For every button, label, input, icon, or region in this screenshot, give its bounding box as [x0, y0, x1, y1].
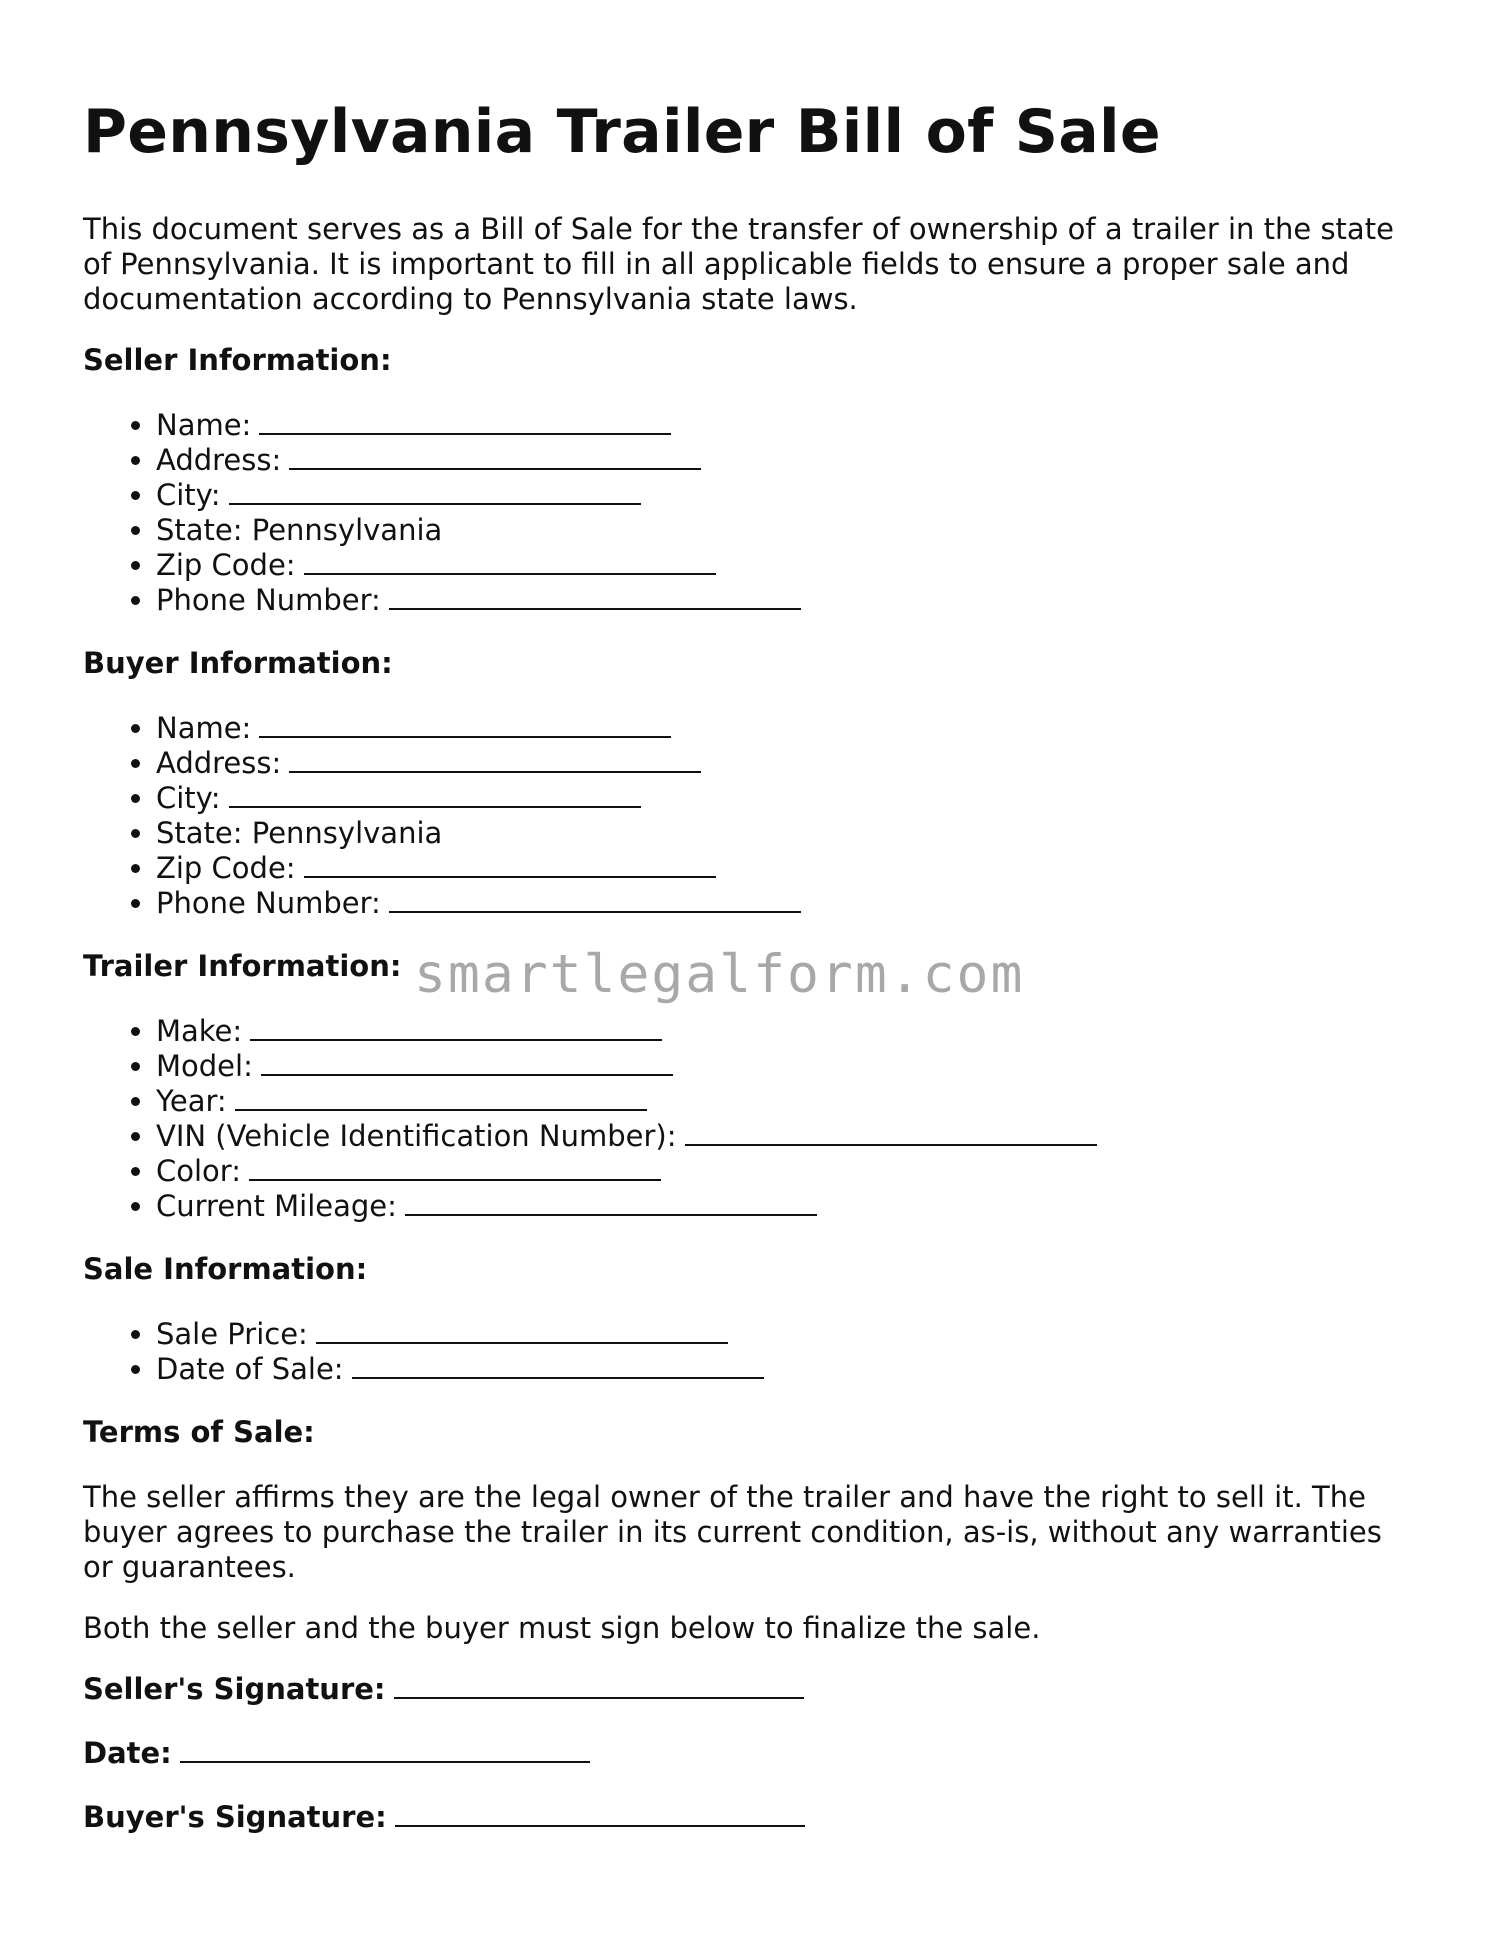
buyer-phone-field[interactable]	[389, 886, 801, 913]
buyer-address-field[interactable]	[289, 746, 701, 773]
trailer-mileage-field[interactable]	[405, 1189, 817, 1216]
seller-signature-label: Seller's Signature:	[83, 1672, 386, 1706]
seller-zip-label: Zip Code:	[156, 548, 296, 582]
buyer-city-field[interactable]	[229, 781, 641, 808]
buyer-state-label: State: Pennsylvania	[156, 816, 443, 850]
buyer-section-heading: Buyer Information:	[83, 646, 393, 680]
buyer-zip-field[interactable]	[304, 851, 716, 878]
buyer-signature-label: Buyer's Signature:	[83, 1800, 387, 1834]
trailer-mileage-item	[156, 1189, 1413, 1224]
trailer-year-label: Year:	[156, 1084, 227, 1118]
seller-phone-item	[156, 583, 1413, 618]
seller-name-label: Name:	[156, 408, 252, 442]
buyer-name-item	[156, 711, 1413, 746]
seller-state-label: State: Pennsylvania	[156, 513, 443, 547]
seller-name-item	[156, 408, 1413, 443]
sale-fields-list	[83, 1317, 1413, 1387]
sale-date-field[interactable]	[352, 1352, 764, 1379]
buyer-signature-line	[83, 1800, 1413, 1835]
trailer-year-item	[156, 1084, 1413, 1119]
seller-address-label: Address:	[156, 443, 282, 477]
buyer-signature-field[interactable]	[395, 1800, 805, 1827]
seller-state-item	[156, 513, 1413, 548]
intro-paragraph: This document serves as a Bill of Sale for the transfer of ownership of a trailer in the state of Pennsylvania. It is important to fill in all applicable fields to ensure a proper sale and documentation according to Pennsylvania state laws.	[83, 212, 1394, 316]
trailer-color-item	[156, 1154, 1413, 1189]
seller-zip-field[interactable]	[304, 548, 716, 575]
seller-fields-list	[83, 408, 1413, 618]
date-line	[83, 1736, 1413, 1771]
trailer-model-label: Model:	[156, 1049, 253, 1083]
trailer-make-item	[156, 1014, 1413, 1049]
seller-address-item	[156, 443, 1413, 478]
buyer-city-label: City:	[156, 781, 221, 815]
buyer-state-item	[156, 816, 1413, 851]
sale-price-item	[156, 1317, 1413, 1352]
sale-date-item	[156, 1352, 1413, 1387]
date-label: Date:	[83, 1736, 172, 1770]
trailer-vin-item	[156, 1119, 1413, 1154]
buyer-fields-list	[83, 711, 1413, 921]
seller-signature-field[interactable]	[394, 1672, 804, 1699]
seller-phone-field[interactable]	[389, 583, 801, 610]
trailer-fields-list	[83, 1014, 1413, 1224]
buyer-city-item	[156, 781, 1413, 816]
buyer-phone-label: Phone Number:	[156, 886, 381, 920]
seller-signature-line	[83, 1672, 1413, 1707]
trailer-vin-label: VIN (Vehicle Identification Number):	[156, 1119, 677, 1153]
seller-name-field[interactable]	[259, 408, 671, 435]
trailer-color-label: Color:	[156, 1154, 241, 1188]
trailer-vin-field[interactable]	[685, 1119, 1097, 1146]
sale-price-label: Sale Price:	[156, 1317, 308, 1351]
trailer-mileage-label: Current Mileage:	[156, 1189, 397, 1223]
watermark-text: smartlegalform.com	[414, 944, 1025, 1005]
seller-city-label: City:	[156, 478, 221, 512]
seller-phone-label: Phone Number:	[156, 583, 381, 617]
terms-paragraph: The seller affirms they are the legal owner of the trailer and have the right to sell it. The buyer agrees to purchase the trailer in its current condition, as-is, without any warranties or guarantees.	[83, 1480, 1382, 1584]
buyer-address-item	[156, 746, 1413, 781]
document-title: Pennsylvania Trailer Bill of Sale	[83, 97, 1161, 167]
signing-instruction: Both the seller and the buyer must sign below to finalize the sale.	[83, 1611, 1041, 1645]
sale-date-label: Date of Sale:	[156, 1352, 344, 1386]
date-field[interactable]	[180, 1736, 590, 1763]
seller-zip-item	[156, 548, 1413, 583]
buyer-phone-item	[156, 886, 1413, 921]
seller-section-heading: Seller Information:	[83, 343, 392, 377]
trailer-make-label: Make:	[156, 1014, 243, 1048]
sale-price-field[interactable]	[316, 1317, 728, 1344]
trailer-make-field[interactable]	[250, 1014, 662, 1041]
buyer-zip-item	[156, 851, 1413, 886]
trailer-color-field[interactable]	[249, 1154, 661, 1181]
buyer-zip-label: Zip Code:	[156, 851, 296, 885]
buyer-name-label: Name:	[156, 711, 252, 745]
seller-address-field[interactable]	[289, 443, 701, 470]
buyer-name-field[interactable]	[259, 711, 671, 738]
buyer-address-label: Address:	[156, 746, 282, 780]
terms-section-heading: Terms of Sale:	[83, 1415, 315, 1449]
trailer-year-field[interactable]	[235, 1084, 647, 1111]
trailer-section-heading: Trailer Information:	[83, 949, 402, 983]
trailer-model-field[interactable]	[261, 1049, 673, 1076]
seller-city-field[interactable]	[229, 478, 641, 505]
sale-section-heading: Sale Information:	[83, 1252, 368, 1286]
trailer-model-item	[156, 1049, 1413, 1084]
seller-city-item	[156, 478, 1413, 513]
